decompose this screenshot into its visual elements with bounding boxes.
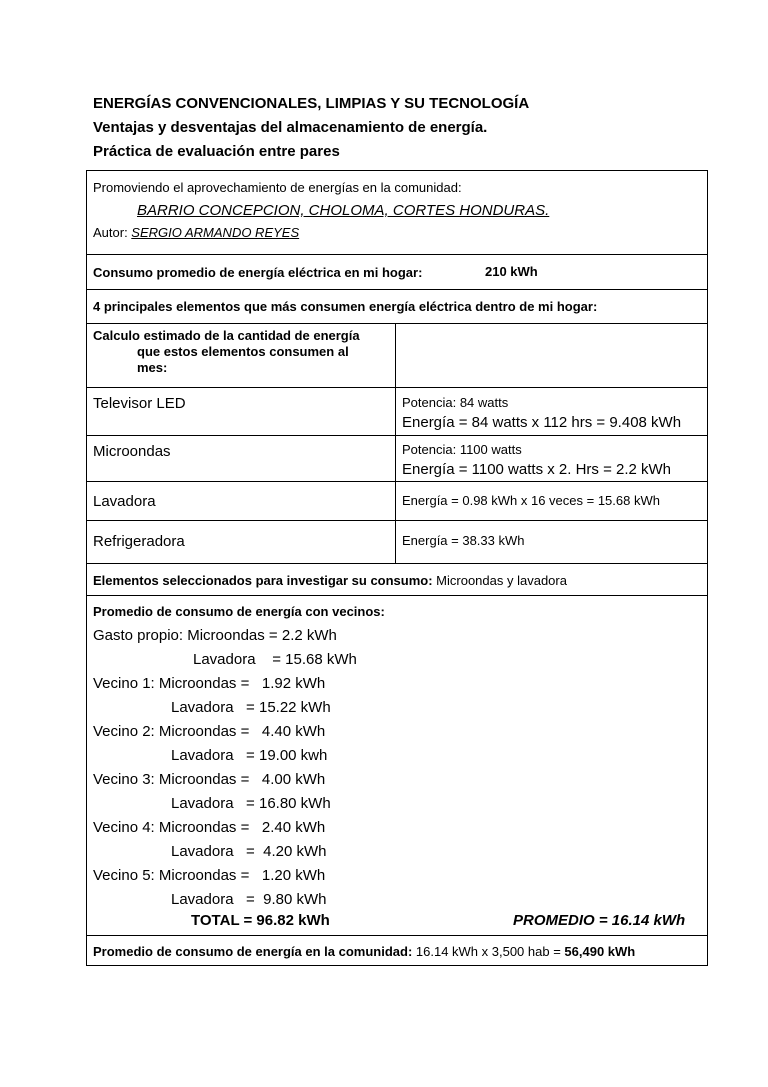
appliance-row-tv: [87, 387, 707, 435]
estimate-text: Calculo estimado de la cantidad de energía que estos elementos consumen al mes:: [87, 324, 396, 387]
appliance-name: Refrigeradora: [87, 521, 396, 563]
consumption-value: 210 kWh: [485, 264, 538, 279]
appliance-energy: Energía = 84 watts x 112 hrs = 9.408 kWh: [402, 414, 682, 431]
neighbor-line: Vecino 5: Microondas = 1.20 kWh: [93, 867, 326, 884]
appliance-name: Microondas: [87, 436, 396, 481]
neighbor-line: Gasto propio: Microondas = 2.2 kWh: [93, 627, 337, 644]
consumption-label: Consumo promedio de energía eléctrica en mi hogar:: [93, 265, 423, 280]
neighbor-line: Vecino 3: Microondas = 4.00 kWh: [93, 771, 326, 788]
practice-title: Práctica de evaluación entre pares: [93, 143, 340, 160]
neighbor-lines: [93, 624, 701, 912]
author-label: Autor:: [93, 225, 132, 240]
top-elements-row: [87, 289, 707, 323]
estimate-row: [87, 323, 707, 387]
community-calc: 16.14 kWh x 3,500 hab =: [412, 944, 565, 959]
appliance-energy: Energía = 0.98 kWh x 16 veces = 15.68 kWh: [402, 493, 660, 508]
neighbor-line: Lavadora = 9.80 kWh: [171, 891, 327, 908]
selected-row: [87, 563, 707, 595]
community-row: [87, 935, 707, 965]
location-text: BARRIO CONCEPCION, CHOLOMA, CORTES HONDURAS.: [137, 202, 550, 219]
neighbor-line: Lavadora = 16.80 kWh: [171, 795, 331, 812]
top-elements-text: 4 principales elementos que más consumen energía eléctrica dentro de mi hogar:: [93, 299, 598, 314]
neighbor-line: Lavadora = 15.68 kWh: [193, 651, 357, 668]
evaluation-table: [86, 170, 708, 966]
appliance-name: Televisor LED: [87, 388, 396, 435]
consumption-row: [87, 254, 707, 289]
author-name: SERGIO ARMANDO REYES: [131, 225, 300, 240]
appliance-power: Potencia: 1100 watts: [402, 442, 522, 457]
appliance-row-washer: [87, 481, 707, 520]
appliance-power: Potencia: 84 watts: [402, 395, 509, 410]
appliance-row-fridge: [87, 520, 707, 563]
appliance-energy: Energía = 1100 watts x 2. Hrs = 2.2 kWh: [402, 461, 672, 478]
promoting-text: Promoviendo el aprovechamiento de energías en la comunidad:: [93, 180, 462, 195]
community-label: Promedio de consumo de energía en la comunidad:: [93, 944, 413, 959]
neighbor-line: Lavadora = 19.00 kwh: [171, 747, 328, 764]
document-headings: [93, 92, 713, 164]
neighbors-heading: Promedio de consumo de energía con vecinos:: [93, 604, 385, 619]
appliance-row-microwave: [87, 435, 707, 481]
neighbor-line: Vecino 4: Microondas = 2.40 kWh: [93, 819, 326, 836]
community-result: 56,490 kWh: [564, 944, 636, 959]
selected-value: Microondas y lavadora: [432, 573, 567, 588]
author-line: [93, 225, 701, 240]
neighbor-line: Lavadora = 4.20 kWh: [171, 843, 327, 860]
appliance-name: Lavadora: [87, 482, 396, 520]
neighbor-line: Lavadora = 15.22 kWh: [171, 699, 331, 716]
neighbor-line: Vecino 2: Microondas = 4.40 kWh: [93, 723, 326, 740]
neighbors-row: [87, 595, 707, 935]
intro-row: [87, 171, 707, 254]
appliance-energy: Energía = 38.33 kWh: [402, 533, 525, 548]
document-title: ENERGÍAS CONVENCIONALES, LIMPIAS Y SU TECNOLOGÍA: [93, 95, 530, 112]
neighbor-line: Vecino 1: Microondas = 1.92 kWh: [93, 675, 326, 692]
total-value: TOTAL = 96.82 kWh: [191, 912, 330, 929]
document-subtitle: Ventajas y desventajas del almacenamiento de energía.: [93, 119, 488, 136]
selected-label: Elementos seleccionados para investigar su consumo:: [93, 573, 433, 588]
average-value: PROMEDIO = 16.14 kWh: [513, 912, 686, 929]
